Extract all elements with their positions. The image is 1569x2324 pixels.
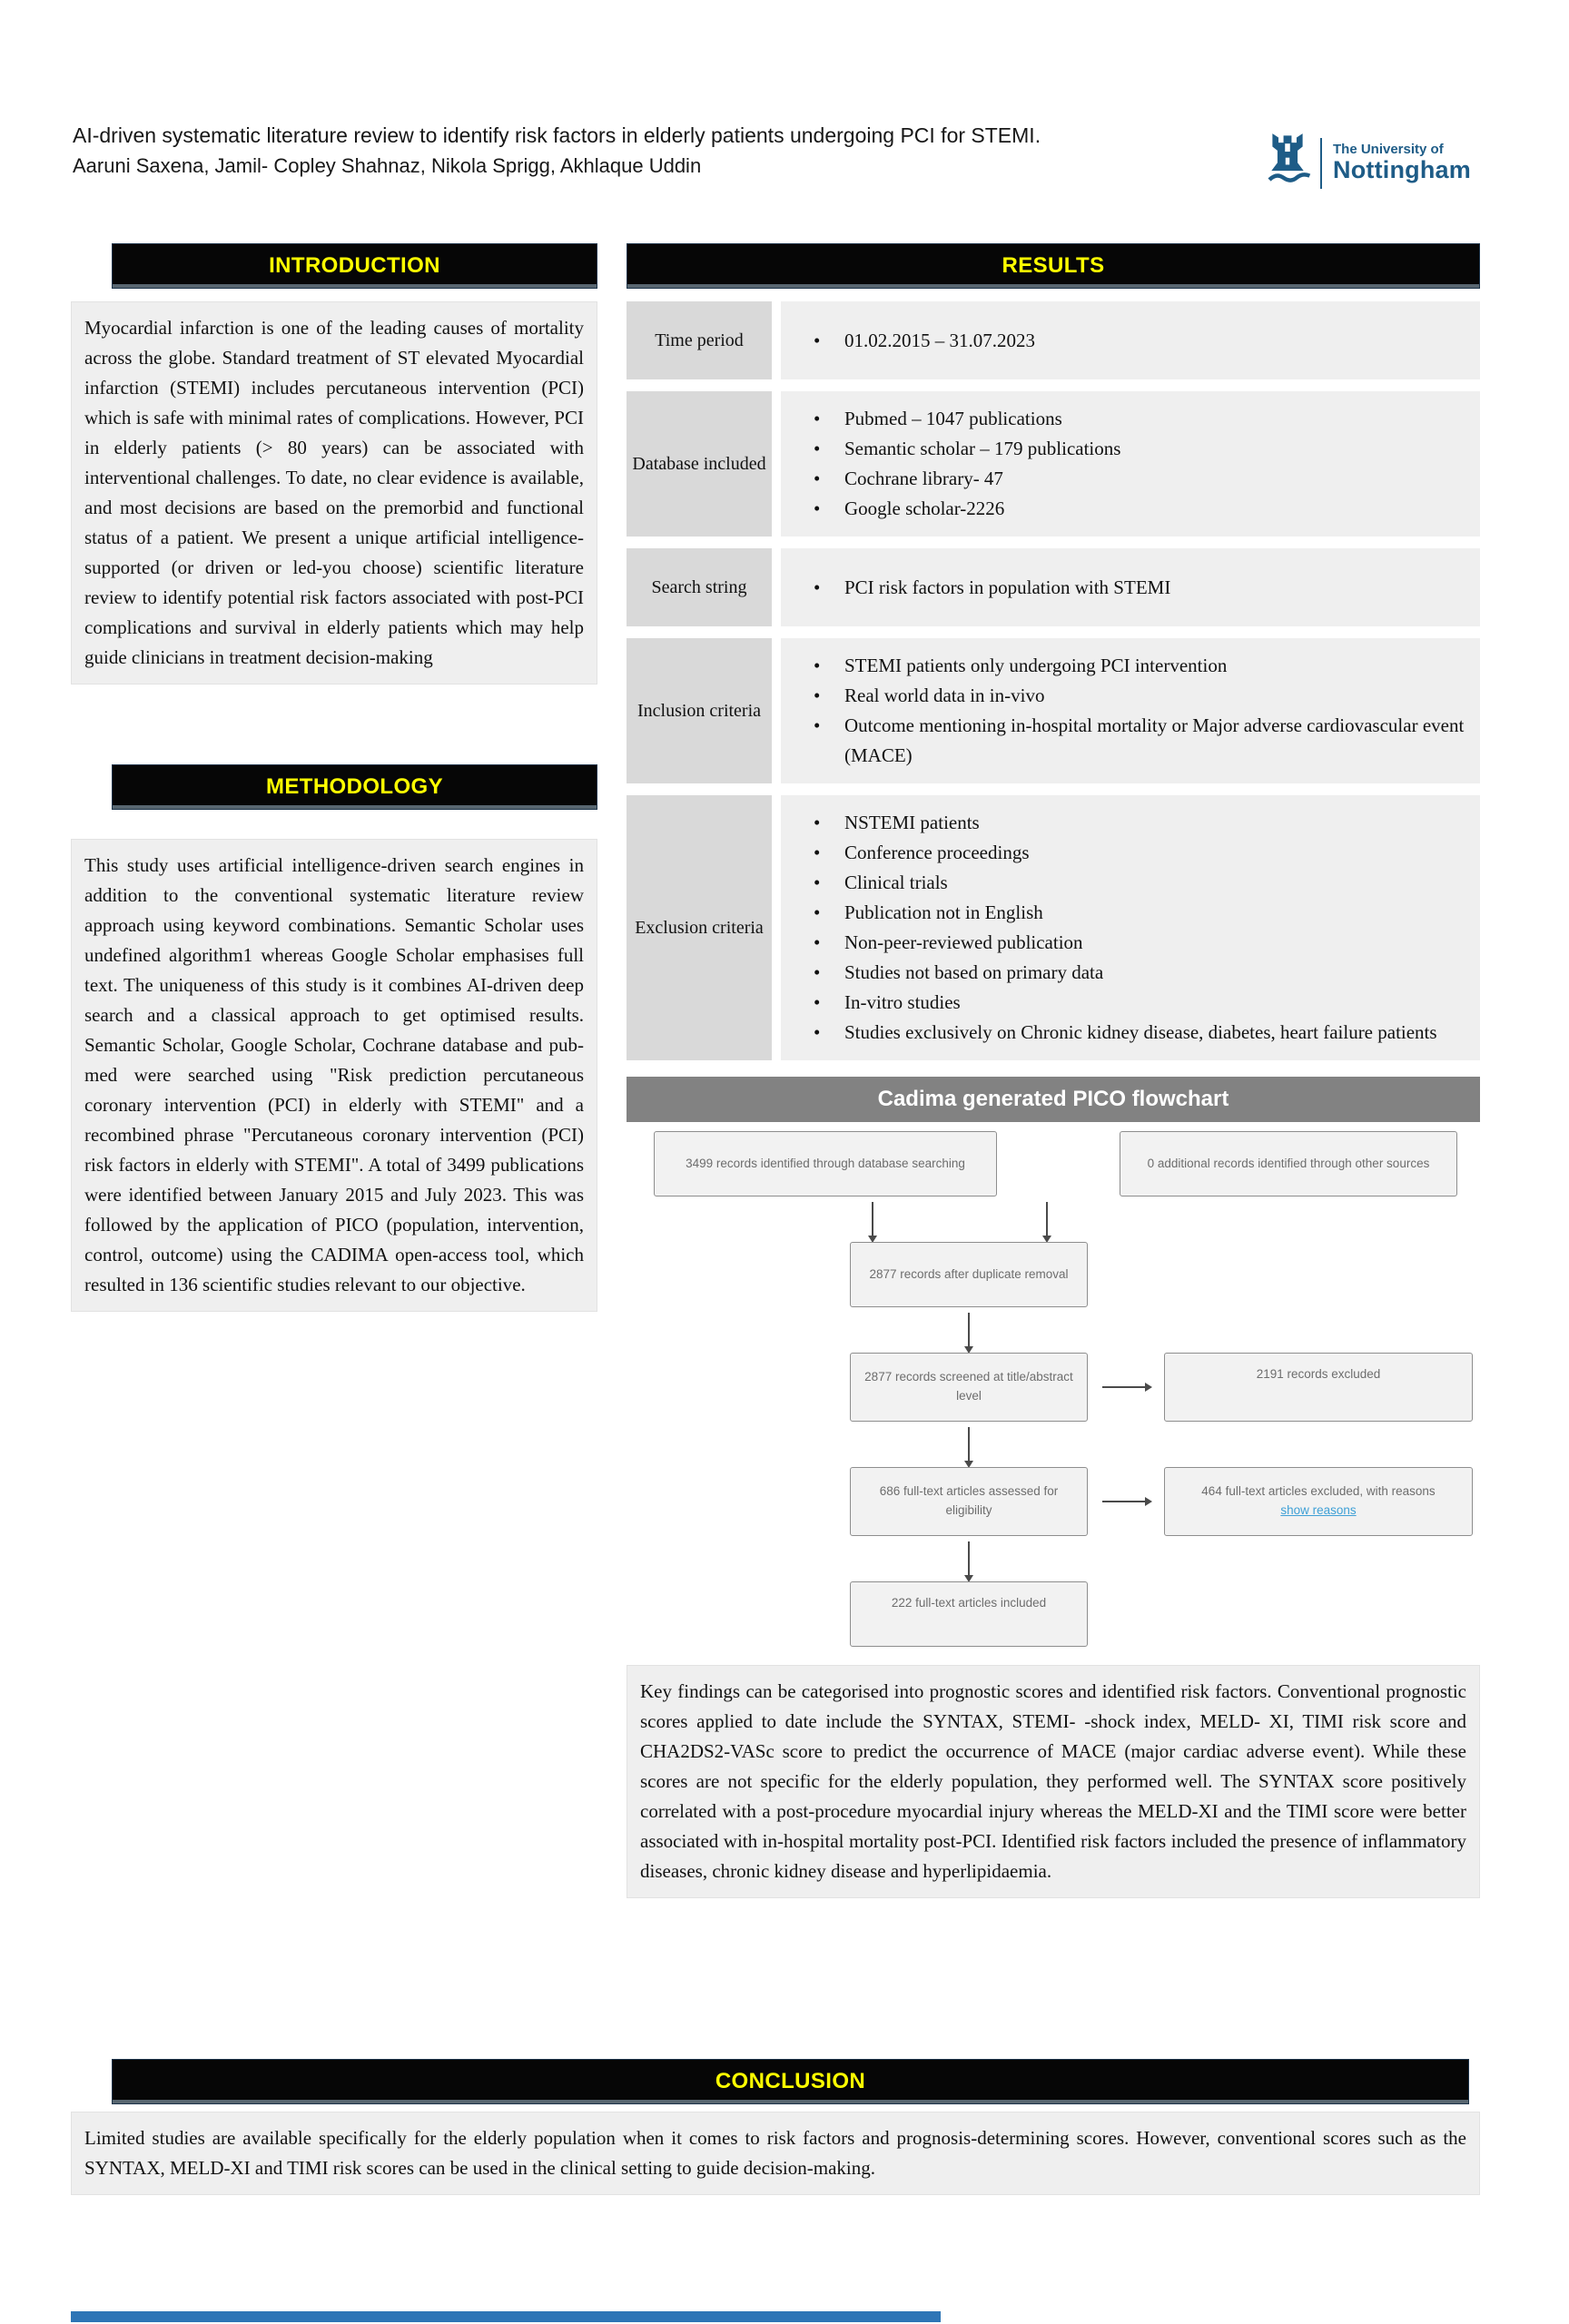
methodology-header-bar (112, 764, 597, 810)
bullet-item: • Real world data in in-vivo (792, 681, 1469, 711)
row-label-inclusion-criteria: Inclusion criteria (627, 638, 772, 783)
bullet-item: • STEMI patients only undergoing PCI intervention (792, 651, 1469, 681)
flow-box-records-excluded: 2191 records excluded (1164, 1353, 1473, 1422)
arrow-down-icon (968, 1427, 970, 1462)
introduction-text: Myocardial infarction is one of the leading causes of mortality across the globe. Standard treatment of ST elevated Myocardial infarction (STEMI) includes percutaneous intervention (PCI) which is safe with minimal rates of complications. However, PCI in elderly patients (> 80 years) can be associated with interventional challenges. To date, no clear evidence is available, and most decisions are based on the premorbid and functional status of a patient. We present a unique artificial intelligence-supported (or driven or led-you choose) scientific literature review to identify potential risk factors associated with post-PCI complications and survival in elderly patients which may help guide clinicians in treatment decision-making (71, 301, 597, 684)
university-logo (1264, 133, 1471, 193)
bullet-item: • Google scholar-2226 (792, 494, 1469, 524)
row-content (781, 391, 1480, 537)
nottingham-castle-icon (1264, 133, 1311, 193)
bullet-item: • In-vitro studies (792, 988, 1469, 1018)
arrow-right-icon (1102, 1386, 1146, 1388)
table-row (627, 795, 1480, 1060)
logo-text (1333, 143, 1471, 182)
flow-box-fulltext-excluded (1164, 1467, 1473, 1536)
left-column (71, 243, 597, 1312)
row-content (781, 638, 1480, 783)
pico-flowchart (627, 1122, 1480, 1652)
arrow-down-icon (872, 1202, 873, 1236)
bullet-item: • Studies not based on primary data (792, 958, 1469, 988)
methodology-heading: METHODOLOGY (265, 774, 444, 799)
results-heading: RESULTS (1002, 253, 1105, 278)
row-label-exclusion-criteria: Exclusion criteria (627, 795, 772, 1060)
bullet-item: • 01.02.2015 – 31.07.2023 (792, 326, 1469, 356)
table-row (627, 548, 1480, 626)
pico-flowchart-heading: Cadima generated PICO flowchart (877, 1087, 1229, 1111)
poster-title: AI-driven systematic literature review to identify risk factors in elderly patients undergoing PCI for STEMI. (73, 123, 1041, 147)
conclusion-header-bar (112, 2059, 1469, 2104)
flow-box-records-identified: 3499 records identified through database searching (654, 1131, 997, 1196)
row-label-time-period: Time period (627, 301, 772, 379)
footer-accent-bar (71, 2311, 941, 2322)
introduction-heading: INTRODUCTION (269, 253, 440, 278)
bullet-item: • Non-peer-reviewed publication (792, 928, 1469, 958)
flow-box-articles-included: 222 full-text articles included (850, 1581, 1088, 1647)
introduction-header-bar (112, 243, 597, 289)
arrow-down-icon (968, 1541, 970, 1576)
pico-flowchart-header-bar (627, 1077, 1480, 1122)
logo-line2: Nottingham (1333, 156, 1471, 184)
right-column (627, 243, 1480, 1898)
row-label-database-included: Database included (627, 391, 772, 537)
poster-header (73, 122, 1244, 178)
row-content (781, 548, 1480, 626)
poster-authors: Aaruni Saxena, Jamil- Copley Shahnaz, Nikola Sprigg, Akhlaque Uddin (73, 154, 702, 178)
logo-divider (1320, 138, 1322, 189)
key-findings-text: Key findings can be categorised into prognostic scores and identified risk factors. Conventional prognostic scores applied to date include the SYNTAX, STEMI- -shock index, MELD- XI, TIMI risk score and CHA2DS2-VASc score to predict the occurrence of MACE (major cardiac adverse event). While these scores are not specific for the elderly population, they performed well. The SYNTAX score positively correlated with a post-procedure myocardial injury whereas the MELD-XI and the TIMI score were better associated with in-hospital mortality post-PCI. Identified risk factors included the presence of inflammatory diseases, chronic kidney disease and hyperlipidaemia. (627, 1665, 1480, 1898)
fulltext-excluded-text: 464 full-text articles excluded, with reasons (1201, 1484, 1436, 1499)
conclusion-heading: CONCLUSION (715, 2069, 866, 2093)
bullet-item: • Conference proceedings (792, 838, 1469, 868)
bullet-item: • Pubmed – 1047 publications (792, 404, 1469, 434)
bullet-item: • Clinical trials (792, 868, 1469, 898)
flow-box-additional-records: 0 additional records identified through other sources (1120, 1131, 1457, 1196)
logo-line1: The University of (1333, 142, 1444, 158)
bullet-item: • Publication not in English (792, 898, 1469, 928)
row-content (781, 301, 1480, 379)
arrow-down-icon (1046, 1202, 1048, 1236)
show-reasons-link[interactable]: show reasons (1280, 1503, 1357, 1517)
bullet-item: • Outcome mentioning in-hospital mortality or Major adverse cardiovascular event (MACE) (792, 711, 1469, 771)
bullet-item: • Semantic scholar – 179 publications (792, 434, 1469, 464)
flow-box-after-duplicate-removal: 2877 records after duplicate removal (850, 1242, 1088, 1307)
conclusion-text: Limited studies are available specifically for the elderly population when it comes to risk factors and prognosis-determining scores. However, conventional scores such as the SYNTAX, MELD-XI and TIMI risk scores can be used in the clinical setting to guide decision-making. (71, 2112, 1480, 2195)
table-row (627, 391, 1480, 537)
table-row (627, 638, 1480, 783)
flow-box-records-screened: 2877 records screened at title/abstract level (850, 1353, 1088, 1422)
arrow-right-icon (1102, 1501, 1146, 1502)
results-header-bar (627, 243, 1480, 289)
bullet-item: • PCI risk factors in population with STEMI (792, 573, 1469, 603)
conclusion-section (71, 2059, 1480, 2195)
bullet-item: • Cochrane library- 47 (792, 464, 1469, 494)
table-row (627, 301, 1480, 379)
flow-box-fulltext-assessed: 686 full-text articles assessed for eligibility (850, 1467, 1088, 1536)
bullet-item: • NSTEMI patients (792, 808, 1469, 838)
arrow-down-icon (968, 1313, 970, 1347)
bullet-item: • Studies exclusively on Chronic kidney disease, diabetes, heart failure patients (792, 1018, 1469, 1048)
row-label-search-string: Search string (627, 548, 772, 626)
methodology-text: This study uses artificial intelligence-driven search engines in addition to the conventional systematic literature review approach using keyword combinations. Semantic Scholar uses undefined algorithm1 whereas Google Scholar emphasises full text. The uniqueness of this study is it combines AI-driven deep search and a classical approach to get optimised results. Semantic Scholar, Google Scholar, Cochrane database and pub-med were searched using "Risk prediction percutaneous coronary intervention (PCI) in elderly with STEMI" and a recombined phrase "Percutaneous coronary intervention (PCI) risk factors in elderly with STEMI". A total of 3499 publications were identified between January 2015 and July 2023. This was followed by the application of PICO (population, intervention, control, outcome) using the CADIMA open-access tool, which resulted in 136 scientific studies relevant to our objective. (71, 839, 597, 1312)
row-content (781, 795, 1480, 1060)
results-table (627, 301, 1480, 1060)
